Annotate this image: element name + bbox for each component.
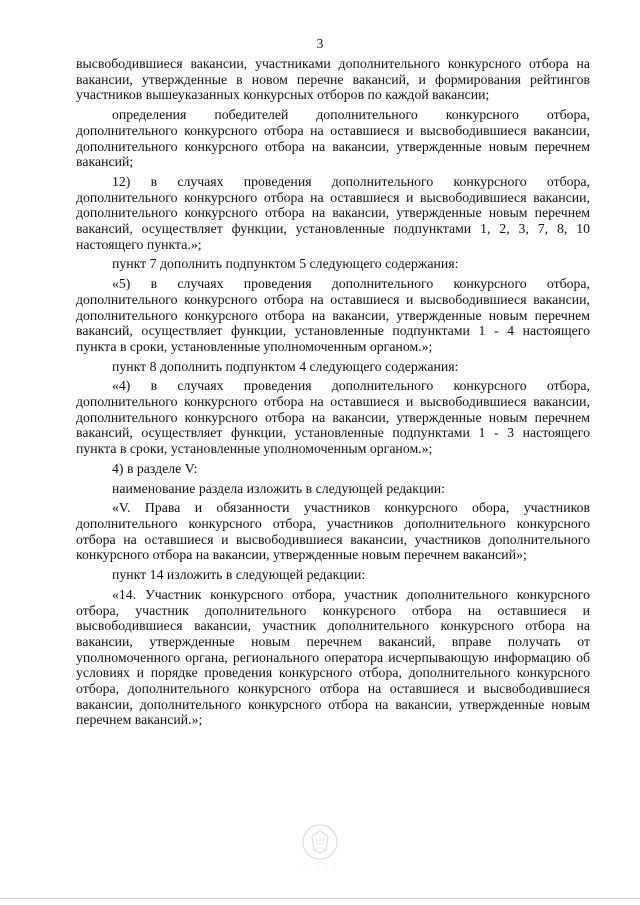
paragraph-3: 12) в случаях проведения дополнительного конкурсного отбора, дополнительного конкурсного отбора на оставшиеся и высвободившиеся вакансии, дополнительного конкурсного отбора на вакансии, утвержденные новым перечнем вакансий, осуществляет функции, установленные подпунктами 1, 2, 3, 7, 8, 10 настоящего пункта.»; [76, 173, 590, 252]
paragraph-10: «V. Права и обязанности участников конкурсного обора, участников дополнительного конкурсного отбора, участников дополнительного конкурсного отбора на оставшиеся и высвободившиеся вакансии, участников дополнительного конкурсного отбора на вакансии, утвержденные новым перечнем вакансий»; [76, 500, 590, 563]
paragraph-5: «5) в случаях проведения дополнительного конкурсного отбора, дополнительного конкурсного отбора на оставшиеся и высвободившиеся вакансии, дополнительного конкурсного отбора на вакансии, утвержденные новым перечнем вакансий, осуществляет функции, установленные подпунктами 1 - 4 настоящего пункта в сроки, установленные уполномоченным органом.»; [76, 276, 590, 354]
paragraph-4: пункт 7 дополнить подпунктом 5 следующего содержания: [112, 256, 459, 272]
seal-faint-text: · · · · · [301, 866, 339, 874]
scan-edge-line [0, 898, 640, 899]
paragraph-2: определения победителей дополнительного конкурсного отбора, дополнительного конкурсного отбора на оставшиеся и высвободившиеся вакансии, дополнительного конкурсного отбора на вакансии, утвержденные новым перечнем вакансий; [76, 107, 590, 170]
paragraph-1: высвободившиеся вакансии, участниками дополнительного конкурсного отбора на вакансии, утвержденные в новом перечне вакансий, и формирования рейтингов участников вышеуказанных конкурсных отборов по каждой вакансии; [76, 56, 590, 103]
paragraph-7: «4) в случаях проведения дополнительного конкурсного отбора, дополнительного конкурсного отбора на оставшиеся и высвободившиеся вакансии, дополнительного конкурсного отбора на вакансии, утвержденные новым перечнем вакансий, осуществляет функции, установленные подпунктами 1 - 3 настоящего пункта в сроки, установленные уполномоченным органом.»; [76, 378, 590, 457]
paragraph-6: пункт 8 дополнить подпунктом 4 следующего содержания: [112, 358, 459, 374]
paragraph-9: наименование раздела изложить в следующей редакции: [112, 480, 445, 496]
document-body [76, 56, 590, 728]
paragraph-12: «14. Участник конкурсного отбора, участник дополнительного конкурсного отбора, участник дополнительного конкурсного отбора на оставшиеся и высвободившиеся вакансии, участник дополнительного конкурсного отбора на вакансии, утвержденные новым перечнем вакансий, вправе получать от уполномоченного органа, регионального оператора исчерпывающую информацию об условиях и порядке проведения конкурсного отбора, дополнительного конкурсного отбора, дополнительного конкурсного отбора на оставшиеся и высвободившиеся вакансии, дополнительного конкурсного отбора на вакансии, утвержденные новым перечнем вакансий.»; [76, 586, 590, 728]
seal-icon [300, 822, 340, 862]
paragraph-8: 4) в разделе V: [112, 460, 198, 476]
paragraph-11: пункт 14 изложить в следующей редакции: [112, 567, 366, 583]
page-number: 3 [316, 36, 324, 51]
